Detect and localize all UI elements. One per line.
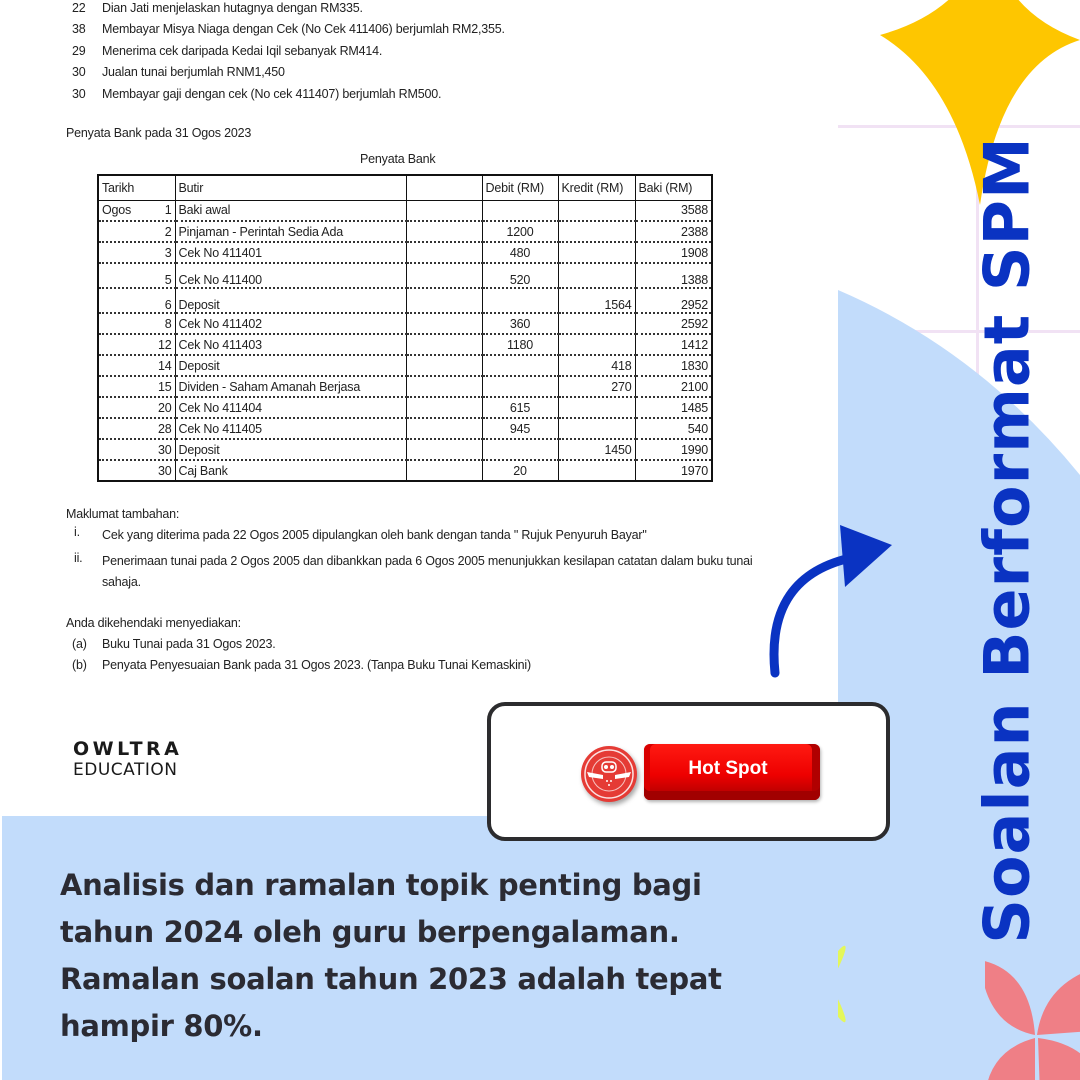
description-cell: Baki awal xyxy=(175,200,406,221)
kredit-cell xyxy=(558,200,635,221)
description-cell: Cek No 411403 xyxy=(175,334,406,355)
table-row xyxy=(98,355,712,376)
date-cell: 3 xyxy=(98,242,175,263)
column-header-blank xyxy=(406,175,482,200)
date-cell: 20 xyxy=(98,397,175,418)
description-cell: Caj Bank xyxy=(175,460,406,481)
item-number: i. xyxy=(74,525,80,539)
blank-cell xyxy=(406,242,482,263)
requirement-item xyxy=(72,637,276,651)
curved-arrow-icon xyxy=(760,515,900,685)
additional-info-item xyxy=(74,525,767,546)
transaction-text: Jualan tunai berjumlah RNM1,450 xyxy=(102,65,285,80)
transaction-day: 29 xyxy=(72,43,86,58)
description-cell: Pinjaman - Perintah Sedia Ada xyxy=(175,221,406,242)
description-cell: Cek No 411401 xyxy=(175,242,406,263)
hot-spot-button[interactable]: Hot Spot xyxy=(644,744,820,800)
date-cell: 8 xyxy=(98,313,175,334)
blank-cell xyxy=(406,200,482,221)
table-row xyxy=(98,397,712,418)
transaction-day: 38 xyxy=(72,22,86,37)
description-cell: Cek No 411400 xyxy=(175,263,406,288)
column-header-baki: Baki (RM) xyxy=(635,175,712,200)
date-cell: 30 xyxy=(98,460,175,481)
owl-seal-icon xyxy=(581,746,637,802)
blank-cell xyxy=(406,439,482,460)
description-cell: Cek No 411405 xyxy=(175,418,406,439)
transaction-text: Menerima cek daripada Kedai Iqil sebanyak RM414. xyxy=(102,43,383,58)
transaction-item xyxy=(72,83,505,105)
kredit-cell: 270 xyxy=(558,376,635,397)
bank-statement-table xyxy=(97,174,713,482)
table-row xyxy=(98,200,712,221)
description-cell: Cek No 411404 xyxy=(175,397,406,418)
kredit-cell: 1450 xyxy=(558,439,635,460)
transaction-day: 30 xyxy=(72,86,86,101)
debit-cell: 1200 xyxy=(482,221,558,242)
brand-subtitle: EDUCATION xyxy=(73,760,178,780)
blank-cell xyxy=(406,263,482,288)
debit-cell xyxy=(482,200,558,221)
transaction-list xyxy=(72,0,505,105)
date-cell: 15 xyxy=(98,376,175,397)
baki-cell: 2952 xyxy=(635,288,712,313)
baki-cell: 2388 xyxy=(635,221,712,242)
month-label: Ogos xyxy=(102,203,132,218)
baki-cell: 540 xyxy=(635,418,712,439)
baki-cell: 1388 xyxy=(635,263,712,288)
item-text: Buku Tunai pada 31 Ogos 2023. xyxy=(102,637,276,651)
table-row xyxy=(98,460,712,481)
baki-cell: 3588 xyxy=(635,200,712,221)
description-cell: Cek No 411402 xyxy=(175,313,406,334)
debit-cell xyxy=(482,376,558,397)
baki-cell: 2592 xyxy=(635,313,712,334)
transaction-day: 22 xyxy=(72,0,86,15)
statement-heading: Penyata Bank pada 31 Ogos 2023 xyxy=(66,126,252,140)
debit-cell: 20 xyxy=(482,460,558,481)
requirements-heading: Anda dikehendaki menyediakan: xyxy=(66,616,241,630)
transaction-item xyxy=(72,62,505,84)
day-value: 1 xyxy=(164,203,172,218)
additional-info-item xyxy=(74,551,767,593)
item-text: Penyata Penyesuaian Bank pada 31 Ogos 2023. (Tanpa Buku Tunai Kemaskini) xyxy=(102,658,531,672)
item-number: (b) xyxy=(72,658,87,672)
transaction-text: Membayar gaji dengan cek (No cek 411407) berjumlah RM500. xyxy=(102,86,442,101)
table-row xyxy=(98,242,712,263)
kredit-cell xyxy=(558,460,635,481)
brand-name: OWLTRA xyxy=(73,738,183,760)
blank-cell xyxy=(406,418,482,439)
description-cell: Deposit xyxy=(175,355,406,376)
baki-cell: 1970 xyxy=(635,460,712,481)
column-header-butir: Butir xyxy=(175,175,406,200)
date-cell: 30 xyxy=(98,439,175,460)
baki-cell: 2100 xyxy=(635,376,712,397)
blank-cell xyxy=(406,334,482,355)
requirement-item xyxy=(72,658,531,672)
transaction-item xyxy=(72,40,505,62)
kredit-cell xyxy=(558,313,635,334)
table-caption: Penyata Bank xyxy=(360,152,436,166)
pink-flower-decoration xyxy=(985,960,1080,1080)
kredit-cell xyxy=(558,242,635,263)
debit-cell: 360 xyxy=(482,313,558,334)
item-text: Penerimaan tunai pada 2 Ogos 2005 dan dibankkan pada 6 Ogos 2005 menunjukkan kesilapan catatan dalam buku tunai sahaja. xyxy=(102,554,753,589)
table-header-row xyxy=(98,175,712,200)
baki-cell: 1485 xyxy=(635,397,712,418)
kredit-cell xyxy=(558,221,635,242)
transaction-item xyxy=(72,19,505,41)
debit-cell xyxy=(482,288,558,313)
debit-cell: 520 xyxy=(482,263,558,288)
kredit-cell: 418 xyxy=(558,355,635,376)
blank-cell xyxy=(406,460,482,481)
brand-logo xyxy=(73,738,182,780)
blank-cell xyxy=(406,288,482,313)
debit-cell: 1180 xyxy=(482,334,558,355)
table-row xyxy=(98,263,712,288)
kredit-cell xyxy=(558,397,635,418)
date-cell: 5 xyxy=(98,263,175,288)
table-row xyxy=(98,439,712,460)
baki-cell: 1990 xyxy=(635,439,712,460)
debit-cell: 480 xyxy=(482,242,558,263)
baki-cell: 1412 xyxy=(635,334,712,355)
blank-cell xyxy=(406,397,482,418)
transaction-day: 30 xyxy=(72,65,86,80)
table-row xyxy=(98,288,712,313)
date-cell: 14 xyxy=(98,355,175,376)
table-row xyxy=(98,221,712,242)
date-cell: 28 xyxy=(98,418,175,439)
date-cell: 2 xyxy=(98,221,175,242)
description-cell: Dividen - Saham Amanah Berjasa xyxy=(175,376,406,397)
column-header-debit: Debit (RM) xyxy=(482,175,558,200)
table-row xyxy=(98,313,712,334)
kredit-cell xyxy=(558,263,635,288)
hotspot-card xyxy=(487,702,890,841)
column-header-tarikh: Tarikh xyxy=(98,175,175,200)
item-number: (a) xyxy=(72,637,87,651)
column-header-kredit: Kredit (RM) xyxy=(558,175,635,200)
additional-info-heading: Maklumat tambahan: xyxy=(66,507,180,521)
date-cell xyxy=(98,200,175,221)
debit-cell xyxy=(482,355,558,376)
kredit-cell xyxy=(558,418,635,439)
date-cell: 6 xyxy=(98,288,175,313)
item-number: ii. xyxy=(74,551,83,565)
kredit-cell: 1564 xyxy=(558,288,635,313)
tagline-text: Analisis dan ramalan topik penting bagi tahun 2024 oleh guru berpengalaman. Ramalan soalan tahun 2023 adalah tepat hampir 80%. xyxy=(60,868,722,1043)
baki-cell: 1830 xyxy=(635,355,712,376)
description-cell: Deposit xyxy=(175,288,406,313)
date-cell: 12 xyxy=(98,334,175,355)
transaction-text: Membayar Misya Niaga dengan Cek (No Cek 411406) berjumlah RM2,355. xyxy=(102,22,505,37)
description-cell: Deposit xyxy=(175,439,406,460)
transaction-text: Dian Jati menjelaskan hutagnya dengan RM335. xyxy=(102,0,363,15)
debit-cell xyxy=(482,439,558,460)
debit-cell: 945 xyxy=(482,418,558,439)
table-row xyxy=(98,418,712,439)
debit-cell: 615 xyxy=(482,397,558,418)
blank-cell xyxy=(406,313,482,334)
baki-cell: 1908 xyxy=(635,242,712,263)
blank-cell xyxy=(406,221,482,242)
blank-cell xyxy=(406,376,482,397)
vertical-title: Soalan Berformat SPM xyxy=(970,136,1044,944)
item-text: Cek yang diterima pada 22 Ogos 2005 dipulangkan oleh bank dengan tanda " Rujuk Penyuruh Bayar" xyxy=(102,528,647,542)
transaction-item xyxy=(72,0,505,19)
table-row xyxy=(98,376,712,397)
kredit-cell xyxy=(558,334,635,355)
blank-cell xyxy=(406,355,482,376)
table-row xyxy=(98,334,712,355)
